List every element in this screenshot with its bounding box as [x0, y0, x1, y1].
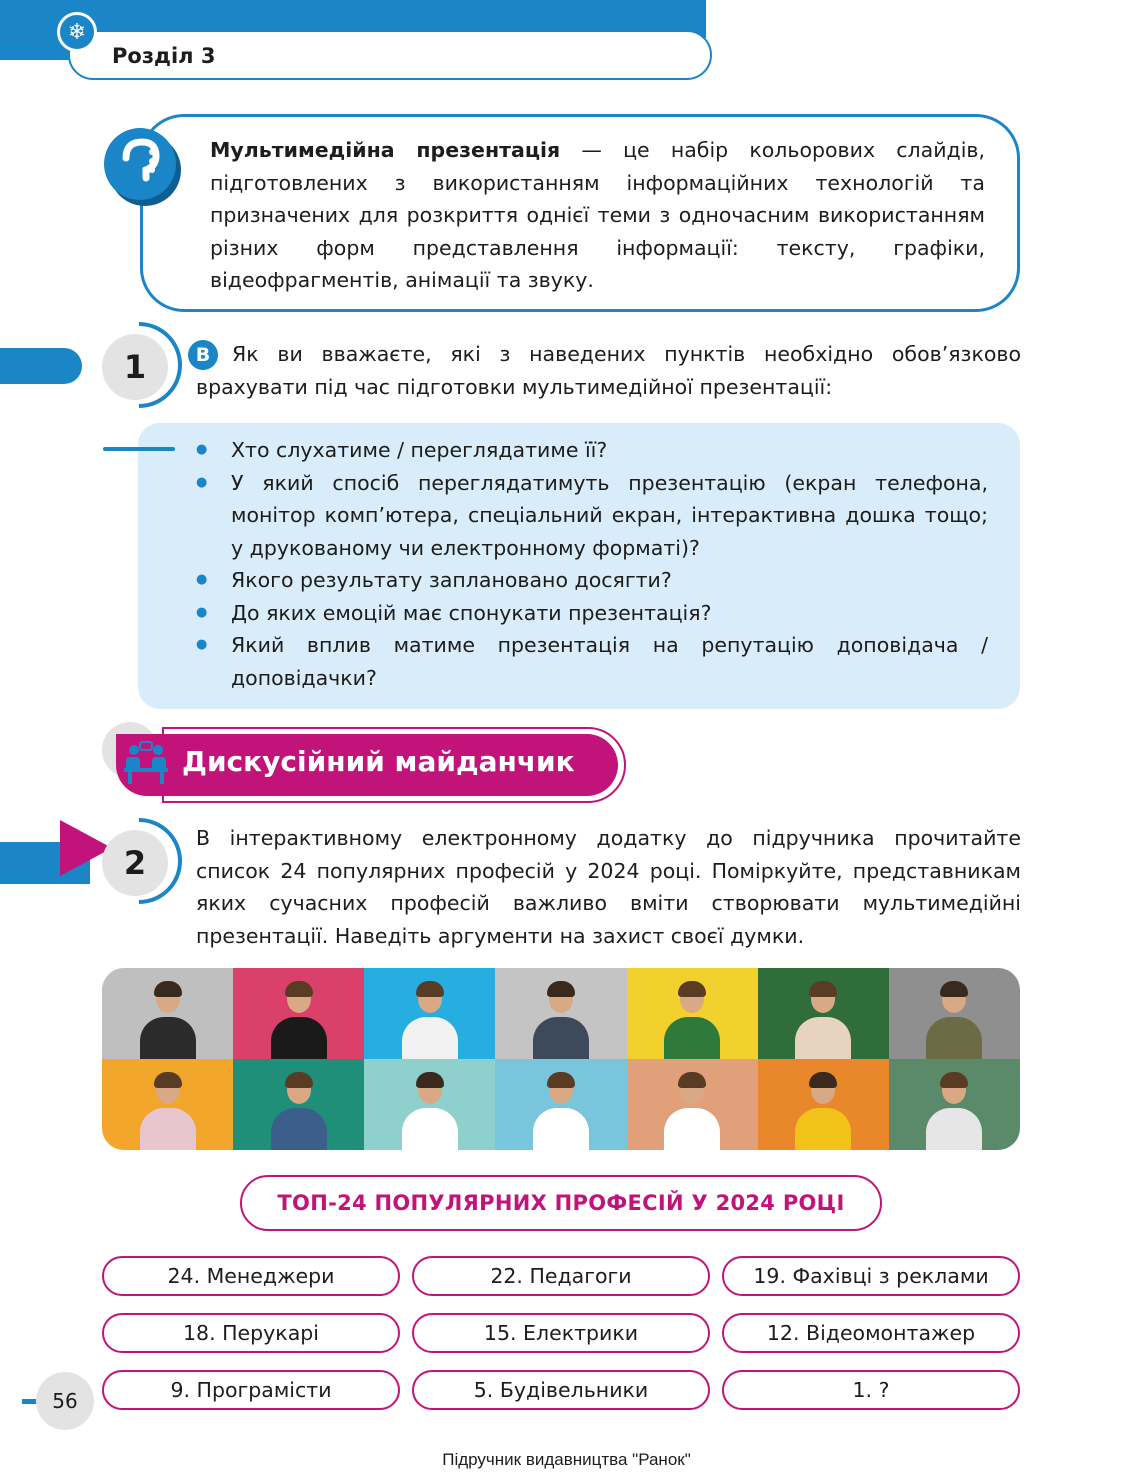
profession-item: 22. Педагоги: [412, 1256, 710, 1296]
task2-arc: [78, 800, 200, 922]
profession-photo: [102, 968, 233, 1059]
list-item: ● Якого результату заплановано досягти?: [196, 564, 988, 597]
professions-photo-collage: [102, 968, 1020, 1150]
task1-list: [196, 434, 988, 694]
list-item: ● Який вплив матиме презентація на репутацію доповідача / доповідачки?: [196, 629, 988, 694]
task1-side-bar: [0, 348, 82, 384]
task2-text: В інтерактивному електронному додатку до підручника прочитайте список 24 популярних професій у 2024 році. Поміркуйте, представникам яких сучасних професій важливо вміти створювати мультимедійні презентації. Наведіть аргументи на захист своєї думки.: [196, 826, 1021, 948]
profession-photo: [889, 1059, 1020, 1150]
profession-photo: [233, 968, 364, 1059]
person-figure: [269, 1070, 329, 1150]
profession-item: 1. ?: [722, 1370, 1020, 1410]
person-figure: [793, 1070, 853, 1150]
definition-term: Мультимедійна презентація: [210, 138, 561, 162]
profession-photo: [889, 968, 1020, 1059]
top-list-title-box: [240, 1175, 882, 1231]
list-item: ● До яких емоцій має спонукати презентація?: [196, 597, 988, 630]
task2-number: 2: [102, 830, 168, 896]
person-figure: [400, 979, 460, 1059]
person-figure: [400, 1070, 460, 1150]
profession-photo: [233, 1059, 364, 1150]
profession-photo: [495, 968, 626, 1059]
profession-photo: [758, 1059, 889, 1150]
profession-item: 9. Програмісти: [102, 1370, 400, 1410]
profession-item: 24. Менеджери: [102, 1256, 400, 1296]
person-figure: [138, 979, 198, 1059]
profession-item: 19. Фахівці з реклами: [722, 1256, 1020, 1296]
profession-photo: [627, 1059, 758, 1150]
profession-photo: [627, 968, 758, 1059]
list-item: ● Хто слухатиме / переглядатиме її?: [196, 434, 988, 467]
task1-arc: [78, 304, 200, 426]
profession-item: 15. Електрики: [412, 1313, 710, 1353]
profession-item: 5. Будівельники: [412, 1370, 710, 1410]
person-figure: [138, 1070, 198, 1150]
snowflake-icon: ❄: [57, 12, 97, 52]
meeting-icon: [120, 738, 172, 786]
list-item: ● У який спосіб переглядатимуть презентацію (екран телефона, монітор комп’ютера, спеціальний екран, інтерактивна дошка тощо; у друкованому чи електронному форматі)?: [196, 467, 988, 565]
section-label: Розділ 3: [112, 44, 216, 68]
question-icon: [104, 128, 176, 200]
person-figure: [531, 979, 591, 1059]
definition-body: — це набір кольорових слайдів, підготовлених з використанням інформаційних технологій та призначених для розкриття однієї теми з одночасним використанням різних форм представлення інформації: тексту, графіки, відеофрагментів, анімації та звуку.: [210, 138, 985, 292]
profession-photo: [758, 968, 889, 1059]
person-figure: [924, 1070, 984, 1150]
task1-badge: В: [188, 340, 218, 370]
profession-photo: [495, 1059, 626, 1150]
person-figure: [924, 979, 984, 1059]
publisher-footer: Підручник видавництва "Ранок": [442, 1450, 691, 1469]
top-list-title: ТОП-24 ПОПУЛЯРНИХ ПРОФЕСІЙ У 2024 РОЦІ: [277, 1191, 845, 1215]
profession-item: 12. Відеомонтажер: [722, 1313, 1020, 1353]
person-figure: [793, 979, 853, 1059]
profession-photo: [364, 1059, 495, 1150]
person-figure: [662, 1070, 722, 1150]
profession-photo: [364, 968, 495, 1059]
person-figure: [269, 979, 329, 1059]
profession-photo: [102, 1059, 233, 1150]
page-number: 56: [36, 1372, 94, 1430]
task1-number: 1: [102, 334, 168, 400]
discussion-title: Дискусійний майданчик: [182, 745, 575, 778]
task1-text: Як ви вважаєте, які з наведених пунктів необхідно обов’язково врахувати під час підготовки мультимедійної презентації:: [196, 342, 1021, 399]
task1-list-line: [103, 447, 175, 451]
person-figure: [531, 1070, 591, 1150]
definition-text: [210, 134, 985, 297]
person-figure: [662, 979, 722, 1059]
profession-item: 18. Перукарі: [102, 1313, 400, 1353]
